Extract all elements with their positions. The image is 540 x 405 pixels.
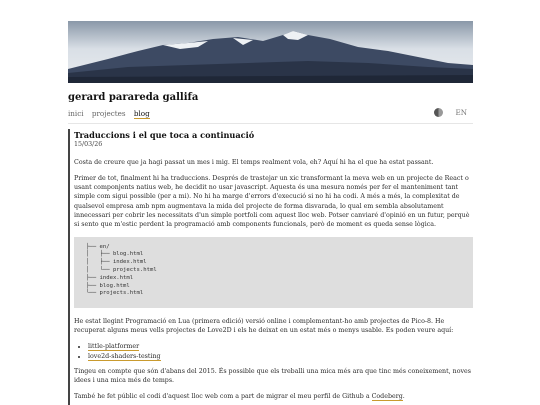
project-link-little-platformer[interactable]: little-platformer xyxy=(88,343,140,351)
codeberg-link[interactable]: Codeberg xyxy=(371,393,403,401)
nav-item-blog[interactable]: blog xyxy=(133,109,150,118)
header-divider xyxy=(68,123,473,124)
post-paragraph-2: Primer de tot, finalment hi ha traduccions. Després de trastejar un xic transformant la meva web en un projecte de React o usant componjents natius web, he decidit no usar javascript. Aquesta és una mesura només per fer el manteniment tant simple com sigui possible (per a mi). No hi ha marge d'errors d'execució si no hi ha codi. A més a més, la complexitat de qualsevol empresa amb npm augmentava la mida del projecte de forma disvarada, lo qual em sembla absolutament innecessari per cobrir les necessitats d'un simple portfoli com aquest lloc web. Potser canviaré d'opinió en un futur, perquè si sento que m'estic perdent la programació amb components funcionals, però de moment es queda sense lògica. xyxy=(74,174,470,229)
site-title[interactable]: gerard parareda gallifa xyxy=(68,92,199,103)
post-paragraph-1: Costa de creure que ja hagi passat un mes i mig. El temps realment vola, eh? Aquí hi ha el que ha estat passant. xyxy=(74,158,434,166)
nav-item-inici[interactable]: inici xyxy=(68,109,84,118)
list-item xyxy=(88,342,473,351)
post-title: Traduccions i el que toca a continuació xyxy=(74,130,255,140)
paragraph-5-end: . xyxy=(402,393,405,401)
header-banner-image xyxy=(68,21,473,83)
nav-controls xyxy=(434,108,467,117)
blog-post xyxy=(68,129,473,405)
post-date: 15/03/26 xyxy=(74,141,103,149)
theme-toggle-icon[interactable] xyxy=(434,108,443,117)
nav-item-projectes[interactable]: projectes xyxy=(91,109,126,118)
file-tree-code-block: ├── en/ │ ├── blog.html │ ├── index.html │ └── projects.html ├── index.html ├── blog.html └── projects.html xyxy=(74,237,473,308)
post-paragraph-4: Tingeu en compte que són d'abans del 2015. És possible que els treballi una mica més ara que tinc més coneixement, noves idees i una mica més de temps. xyxy=(74,367,472,385)
post-paragraph-3: He estat llegint Programació en Lua (primera edició) versió online i complementant-ho amb projectes de Pico-8. He recuperat alguns meus vells projectes de Love2D i els he deixat en un estat més o menys usable. Es poden veure aquí: xyxy=(74,317,454,334)
main-nav xyxy=(68,109,156,118)
language-switch[interactable]: EN xyxy=(455,108,467,117)
project-list xyxy=(74,342,473,361)
project-link-love2d-shaders-testing[interactable]: love2d-shaders-testing xyxy=(88,352,161,360)
list-item xyxy=(88,352,473,361)
paragraph-5-text: També he fet públic el codi d'aquest lloc web com a part de migrar el meu perfil de Github a xyxy=(74,393,372,401)
post-paragraph-5 xyxy=(74,392,473,401)
